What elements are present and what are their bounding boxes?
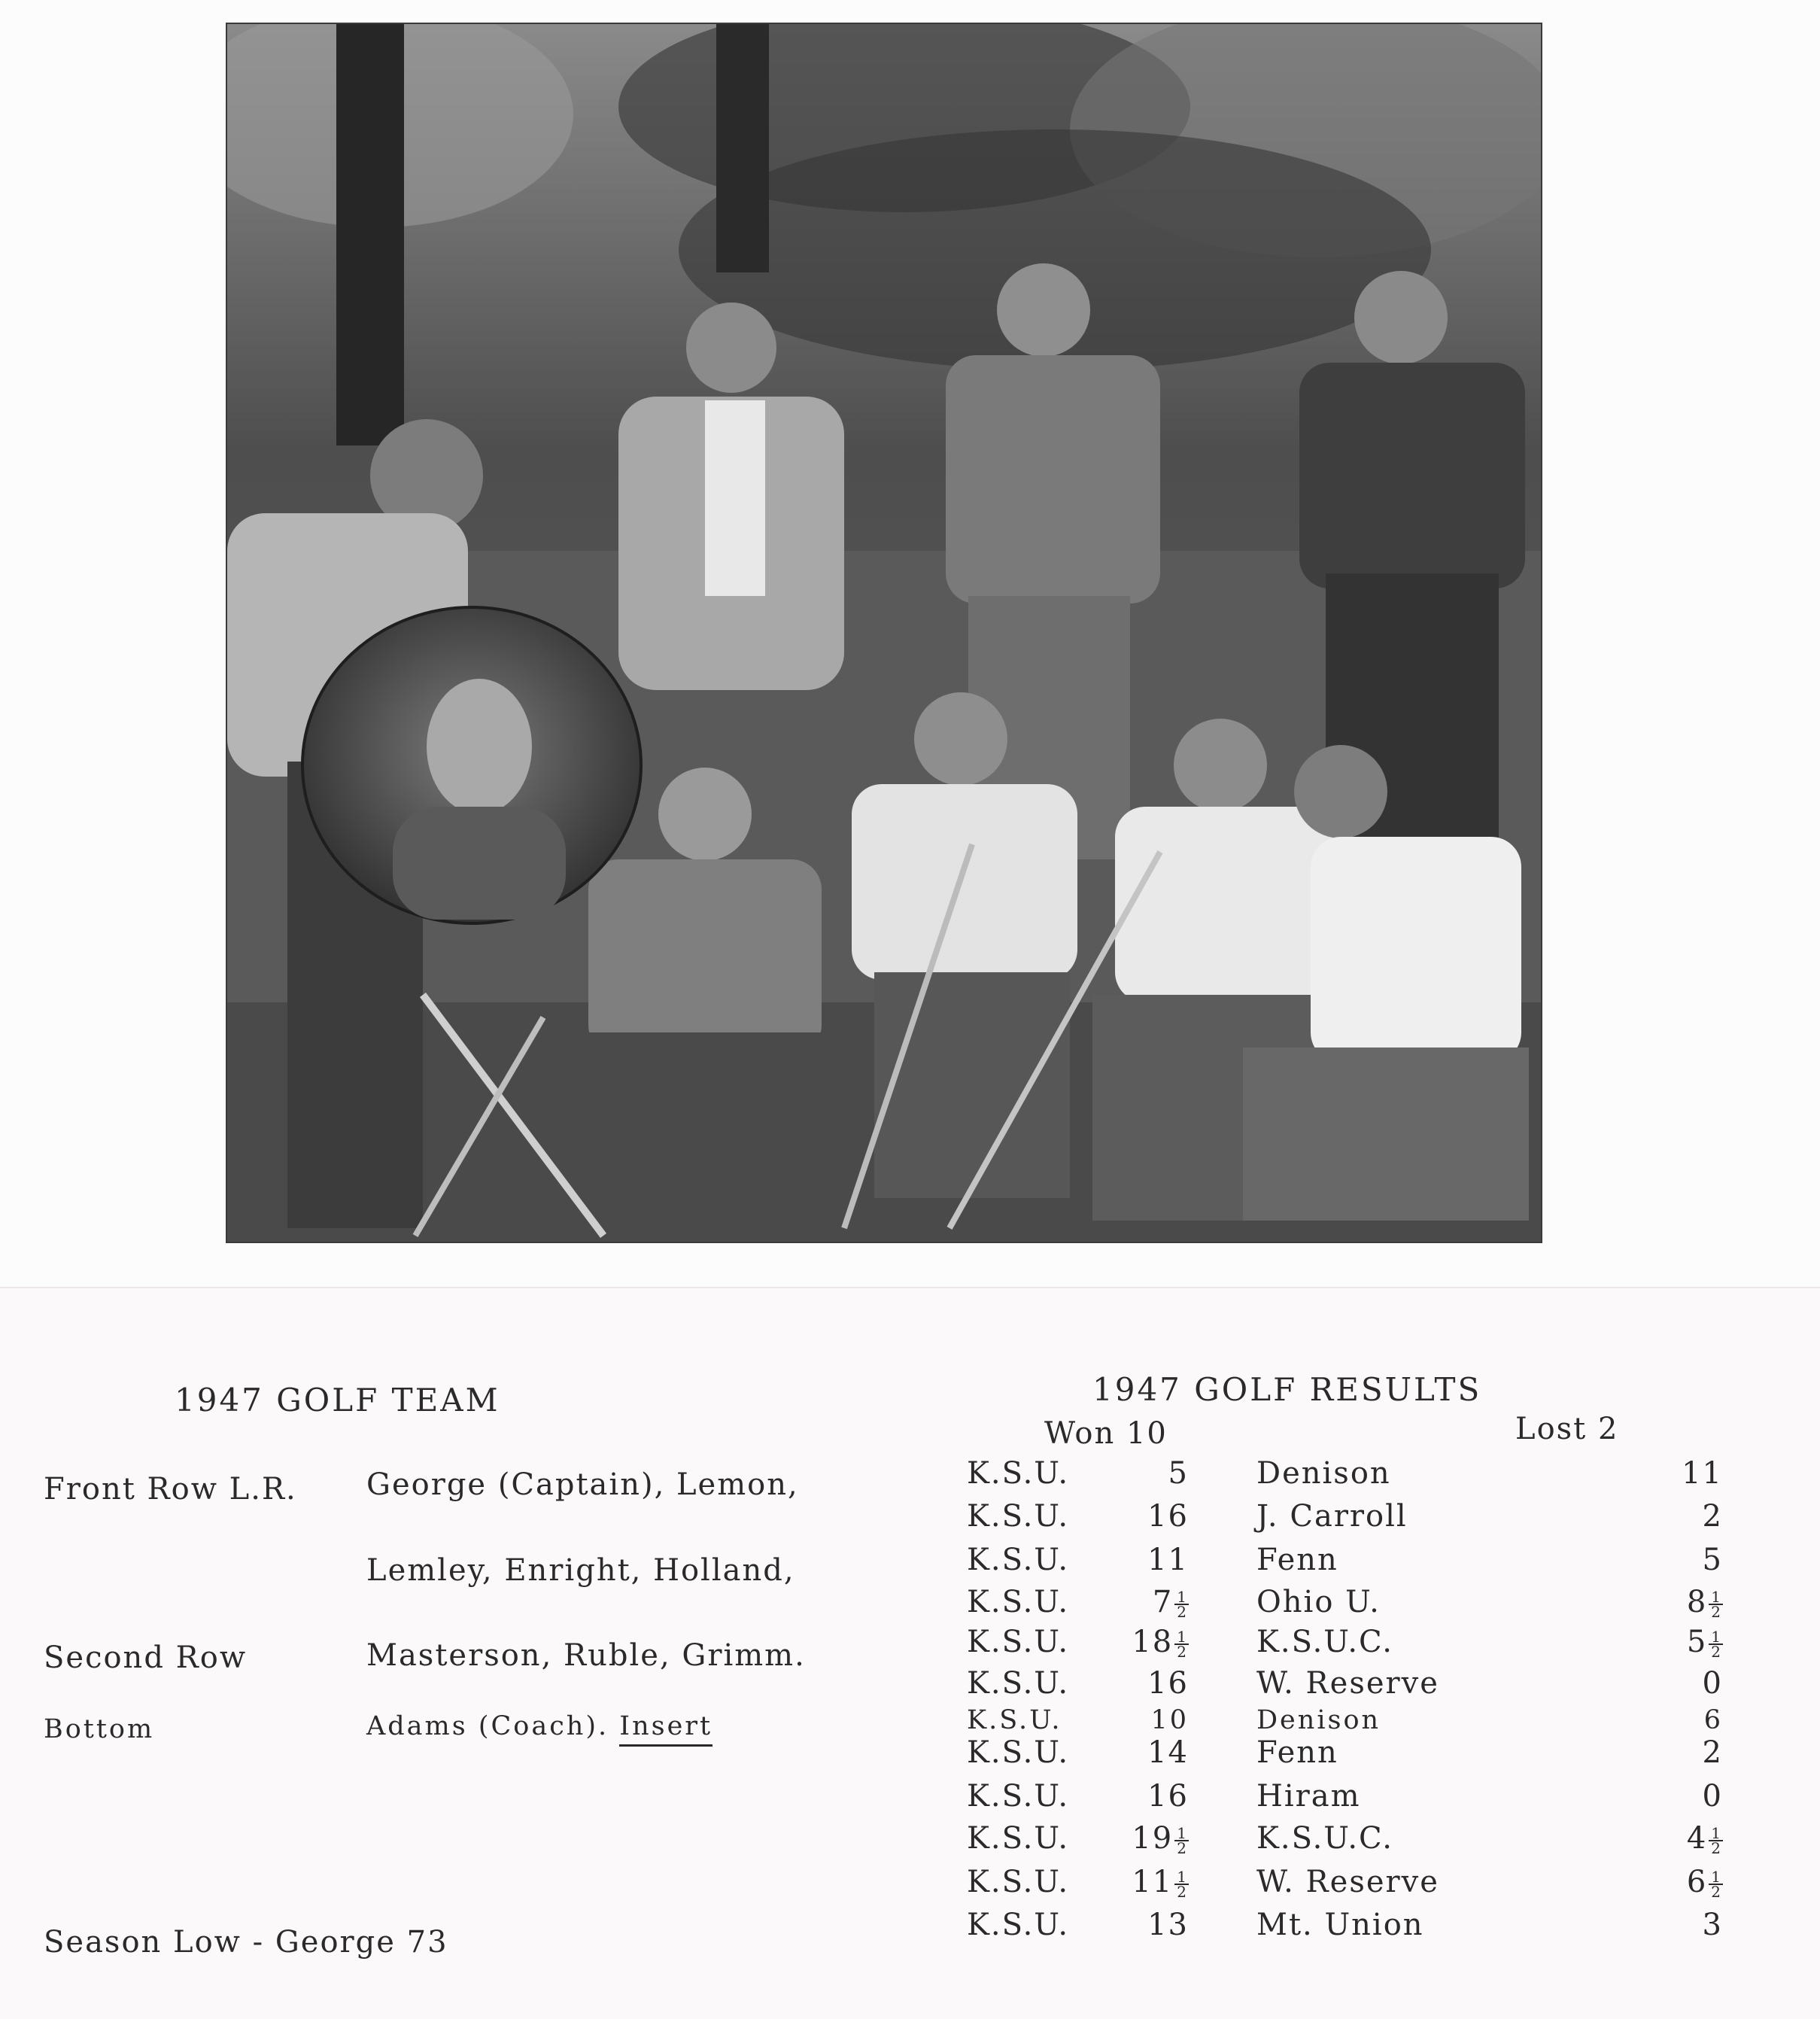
result-opp-score: [1640, 1499, 1723, 1534]
result-opp-score-text: 2: [1702, 1499, 1723, 1534]
result-team: [967, 1543, 1069, 1577]
result-team: [967, 1821, 1069, 1856]
results-title: 1947 GOLF RESULTS: [1092, 1371, 1482, 1408]
result-score: [1076, 1585, 1189, 1619]
result-opp-score: [1640, 1865, 1723, 1899]
result-opponent: [1256, 1666, 1439, 1701]
result-score-text: 14: [1147, 1735, 1189, 1770]
result-team-text: K.S.U.: [967, 1543, 1070, 1577]
result-opponent: [1256, 1908, 1424, 1942]
result-opponent-text: W. Reserve: [1256, 1865, 1439, 1899]
team-group-photo: [227, 24, 1541, 1242]
result-team: [967, 1705, 1062, 1735]
half-fraction: $\frac{1}{2}$: [1174, 1590, 1189, 1619]
result-opp-score-text: 8: [1686, 1585, 1708, 1619]
half-fraction: $\frac{1}{2}$: [1709, 1630, 1723, 1659]
result-opponent-text: Fenn: [1256, 1543, 1338, 1577]
half-fraction: $\frac{1}{2}$: [1174, 1630, 1189, 1659]
coach-inset-portrait: [302, 607, 641, 923]
result-score-text: 16: [1147, 1779, 1189, 1814]
result-opp-score-text: 0: [1702, 1666, 1723, 1701]
result-opp-score-text: 3: [1702, 1908, 1723, 1942]
front-row-names-line1: George (Captain), Lemon,: [366, 1467, 799, 1502]
result-opp-score: [1640, 1705, 1723, 1735]
result-score: [1076, 1625, 1189, 1659]
result-score: [1076, 1908, 1189, 1942]
result-opponent: [1256, 1735, 1338, 1770]
result-opponent: [1256, 1499, 1408, 1534]
result-team-text: K.S.U.: [967, 1625, 1070, 1659]
result-opponent-text: Fenn: [1256, 1735, 1338, 1770]
result-opponent: [1256, 1865, 1439, 1899]
insert-note: Insert: [619, 1711, 713, 1747]
result-team: [967, 1908, 1069, 1942]
bottom-names: [366, 1711, 713, 1741]
result-team-text: K.S.U.: [967, 1456, 1070, 1491]
result-score: [1076, 1499, 1189, 1534]
result-opponent-text: Denison: [1256, 1456, 1391, 1491]
result-opp-score: [1640, 1666, 1723, 1701]
result-score-text: 19: [1132, 1821, 1174, 1856]
result-team: [967, 1666, 1069, 1701]
season-low: Season Low - George 73: [44, 1925, 448, 1960]
result-opp-score-text: 2: [1702, 1735, 1723, 1770]
result-opponent: [1256, 1456, 1391, 1491]
result-opponent-text: Hiram: [1256, 1779, 1361, 1814]
result-score-text: 11: [1132, 1865, 1174, 1899]
result-score-text: 5: [1168, 1456, 1189, 1491]
result-opp-score: [1640, 1585, 1723, 1619]
result-opp-score: [1640, 1456, 1723, 1491]
won-count: Won 10: [1044, 1416, 1168, 1451]
result-score: [1076, 1865, 1189, 1899]
result-score-text: 16: [1147, 1499, 1189, 1534]
result-team: [967, 1456, 1069, 1491]
second-row-label: Second Row: [44, 1640, 248, 1675]
result-opponent-text: Mt. Union: [1256, 1908, 1424, 1942]
result-score-text: 13: [1147, 1908, 1189, 1942]
result-score: [1076, 1821, 1189, 1856]
result-team-text: K.S.U.: [967, 1865, 1070, 1899]
result-score: [1076, 1779, 1189, 1814]
result-opponent: [1256, 1625, 1393, 1659]
result-team-text: K.S.U.: [967, 1908, 1070, 1942]
result-opp-score: [1640, 1625, 1723, 1659]
half-fraction: $\frac{1}{2}$: [1174, 1870, 1189, 1899]
result-team-text: K.S.U.: [967, 1666, 1070, 1701]
front-row-label: Front Row L.R.: [44, 1472, 297, 1507]
result-opp-score: [1640, 1543, 1723, 1577]
result-team-text: K.S.U.: [967, 1585, 1070, 1619]
result-score: [1076, 1666, 1189, 1701]
result-score-text: 16: [1147, 1666, 1189, 1701]
result-score-text: 11: [1147, 1543, 1189, 1577]
half-fraction: $\frac{1}{2}$: [1709, 1590, 1723, 1619]
half-fraction: $\frac{1}{2}$: [1174, 1826, 1189, 1855]
result-team-text: K.S.U.: [967, 1499, 1070, 1534]
result-team: [967, 1735, 1069, 1770]
coach-name: Adams (Coach).: [366, 1711, 609, 1741]
half-fraction: $\frac{1}{2}$: [1709, 1870, 1723, 1899]
result-opp-score: [1640, 1908, 1723, 1942]
result-opp-score: [1640, 1735, 1723, 1770]
result-team-text: K.S.U.: [967, 1735, 1070, 1770]
second-row-names: Masterson, Ruble, Grimm.: [366, 1638, 806, 1673]
result-team-text: K.S.U.: [967, 1821, 1070, 1856]
result-opponent-text: Ohio U.: [1256, 1585, 1381, 1619]
result-team: [967, 1499, 1069, 1534]
result-opponent: [1256, 1543, 1338, 1577]
result-opp-score-text: 5: [1702, 1543, 1723, 1577]
result-opp-score-text: 4: [1686, 1821, 1708, 1856]
result-opponent-text: Denison: [1256, 1705, 1381, 1735]
result-team: [967, 1585, 1069, 1619]
result-opponent: [1256, 1779, 1361, 1814]
result-score-text: 10: [1150, 1705, 1189, 1735]
result-score: [1076, 1543, 1189, 1577]
result-opp-score-text: 6: [1686, 1865, 1708, 1899]
result-opp-score-text: 11: [1682, 1456, 1723, 1491]
result-team-text: K.S.U.: [967, 1779, 1070, 1814]
result-team: [967, 1865, 1069, 1899]
result-opponent-text: W. Reserve: [1256, 1666, 1439, 1701]
lost-count: Lost 2: [1515, 1412, 1619, 1446]
result-team: [967, 1625, 1069, 1659]
result-opp-score-text: 0: [1702, 1779, 1723, 1814]
result-opp-score-text: 6: [1703, 1705, 1723, 1735]
result-score: [1076, 1735, 1189, 1770]
result-opponent-text: K.S.U.C.: [1256, 1625, 1393, 1659]
result-opp-score: [1640, 1779, 1723, 1814]
result-opponent: [1256, 1821, 1393, 1856]
result-opponent-text: J. Carroll: [1256, 1499, 1408, 1534]
photo-illustration: [227, 24, 1541, 1242]
result-opp-score-text: 5: [1686, 1625, 1708, 1659]
front-row-names-line2: Lemley, Enright, Holland,: [366, 1553, 795, 1588]
result-opponent-text: K.S.U.C.: [1256, 1821, 1393, 1856]
result-score: [1076, 1456, 1189, 1491]
result-opp-score: [1640, 1821, 1723, 1856]
team-title: 1947 GOLF TEAM: [175, 1382, 500, 1418]
result-opponent: [1256, 1585, 1381, 1619]
result-score-text: 7: [1152, 1585, 1174, 1619]
result-team-text: K.S.U.: [967, 1705, 1062, 1735]
result-team: [967, 1779, 1069, 1814]
result-score-text: 18: [1132, 1625, 1174, 1659]
bottom-label: Bottom: [44, 1714, 155, 1744]
result-opponent: [1256, 1705, 1381, 1735]
result-score: [1076, 1705, 1189, 1735]
half-fraction: $\frac{1}{2}$: [1709, 1826, 1723, 1855]
